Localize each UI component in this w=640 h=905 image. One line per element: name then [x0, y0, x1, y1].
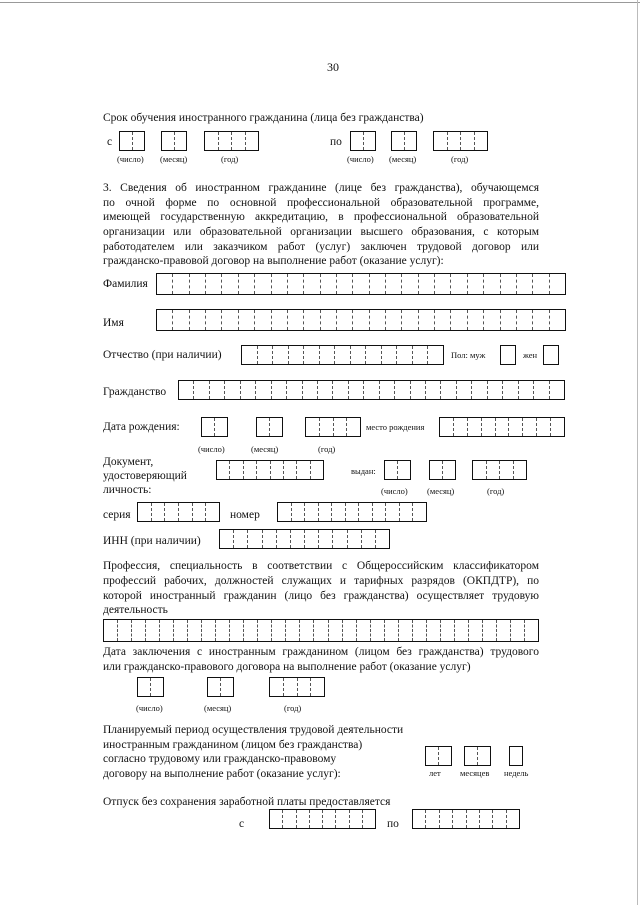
box-cell[interactable] — [517, 310, 533, 330]
box-cell[interactable] — [258, 346, 274, 364]
doc-issued-day-caption: (число) — [381, 486, 408, 496]
box-cell[interactable] — [386, 310, 402, 330]
page-top-edge — [0, 2, 640, 3]
section3-line-4: организации или образовательной организации высшего образования, с которым — [103, 226, 539, 238]
box-cell[interactable] — [371, 620, 385, 641]
doc-issued-year[interactable] — [472, 460, 527, 480]
citizenship-field[interactable] — [178, 380, 565, 400]
box-cell[interactable] — [118, 620, 132, 641]
leave-to-field[interactable] — [412, 809, 520, 829]
box-cell[interactable] — [278, 503, 292, 521]
box-cell[interactable] — [305, 503, 319, 521]
surname-label: Фамилия — [103, 278, 148, 290]
box-cell[interactable] — [380, 381, 395, 399]
citizenship-label: Гражданство — [103, 386, 167, 398]
birth-day-field[interactable] — [201, 417, 228, 437]
box-cell[interactable] — [210, 381, 225, 399]
study-from-month[interactable] — [161, 131, 187, 151]
box-cell[interactable] — [426, 381, 441, 399]
box-cell[interactable] — [157, 310, 173, 330]
section3-line-6: гражданско-правовой договор на выполнение работ (оказание услуг): — [103, 255, 444, 267]
study-to-label: по — [330, 136, 342, 148]
box-cell[interactable] — [179, 381, 194, 399]
box-cell[interactable] — [289, 346, 305, 364]
box-cell[interactable] — [287, 381, 302, 399]
section3-line-1: 3. Сведения об иностранном гражданине (лице без гражданства), обучающемся — [103, 182, 539, 194]
box-cell[interactable] — [440, 418, 454, 436]
box-cell[interactable] — [402, 310, 418, 330]
box-cell[interactable] — [288, 274, 304, 294]
box-cell[interactable] — [451, 274, 467, 294]
contract-month-caption: (месяц) — [204, 703, 232, 713]
box-cell[interactable] — [310, 810, 323, 828]
box-cell[interactable] — [469, 620, 483, 641]
box-cell[interactable] — [194, 381, 209, 399]
birth-place-label: место рождения — [366, 422, 425, 432]
box-cell[interactable] — [314, 620, 328, 641]
doc-label-line-1: Документ, — [103, 456, 154, 468]
box-cell[interactable] — [241, 381, 256, 399]
box-cell[interactable] — [329, 620, 343, 641]
box-cell[interactable] — [104, 620, 118, 641]
box-cell[interactable] — [179, 503, 193, 521]
box-cell[interactable] — [256, 381, 271, 399]
surname-field[interactable] — [156, 273, 566, 295]
box-cell[interactable] — [202, 620, 216, 641]
box-cell[interactable] — [523, 418, 537, 436]
box-cell[interactable] — [333, 530, 347, 548]
box-cell[interactable] — [483, 620, 497, 641]
box-cell[interactable] — [493, 810, 506, 828]
box-cell[interactable] — [496, 418, 510, 436]
contract-month-field[interactable] — [207, 677, 234, 697]
study-from-year[interactable] — [204, 131, 259, 151]
box-cell[interactable] — [297, 461, 310, 479]
box-cell[interactable] — [193, 503, 207, 521]
profession-field[interactable] — [103, 619, 539, 642]
contract-year-field[interactable] — [269, 677, 325, 697]
box-cell[interactable] — [525, 620, 538, 641]
inn-field[interactable] — [219, 529, 390, 549]
box-cell[interactable] — [272, 620, 286, 641]
box-cell[interactable] — [411, 381, 426, 399]
box-cell[interactable] — [349, 381, 364, 399]
box-cell[interactable] — [386, 274, 402, 294]
box-cell[interactable] — [288, 310, 304, 330]
box-cell[interactable] — [286, 620, 300, 641]
box-cell[interactable] — [230, 620, 244, 641]
box-cell[interactable] — [441, 620, 455, 641]
box-cell[interactable] — [386, 503, 400, 521]
box-cell[interactable] — [497, 620, 511, 641]
page-number: 30 — [327, 60, 339, 74]
study-to-year-caption: (год) — [451, 154, 469, 164]
box-cell[interactable] — [272, 310, 288, 330]
birth-date-label: Дата рождения: — [103, 421, 180, 433]
box-cell[interactable] — [244, 620, 258, 641]
box-cell[interactable] — [165, 503, 179, 521]
box-cell[interactable] — [480, 810, 493, 828]
doc-issued-day[interactable] — [384, 460, 411, 480]
box-cell[interactable] — [351, 346, 367, 364]
doc-issued-month[interactable] — [429, 460, 456, 480]
box-cell[interactable] — [353, 310, 369, 330]
box-cell[interactable] — [337, 310, 353, 330]
box-cell[interactable] — [511, 620, 525, 641]
box-cell[interactable] — [482, 418, 496, 436]
page-right-edge — [637, 0, 638, 905]
leave-from-field[interactable] — [269, 809, 376, 829]
box-cell[interactable] — [468, 274, 484, 294]
doc-issued-year-caption: (год) — [487, 486, 505, 496]
box-cell[interactable] — [272, 274, 288, 294]
box-cell[interactable] — [321, 310, 337, 330]
box-cell[interactable] — [206, 310, 222, 330]
box-cell[interactable] — [357, 620, 371, 641]
series-label: серия — [103, 509, 131, 521]
contract-day-caption: (число) — [136, 703, 163, 713]
box-cell[interactable] — [435, 310, 451, 330]
box-cell[interactable] — [188, 620, 202, 641]
box-cell[interactable] — [550, 310, 565, 330]
doc-label-line-3: личность: — [103, 484, 152, 496]
section3-line-3: имеющей государственную аккредитацию, в профессиональной образовательной — [103, 211, 539, 223]
box-cell[interactable] — [484, 274, 500, 294]
box-cell[interactable] — [206, 503, 219, 521]
box-cell[interactable] — [427, 620, 441, 641]
box-cell[interactable] — [455, 620, 469, 641]
box-cell[interactable] — [244, 461, 257, 479]
number-label: номер — [230, 509, 260, 521]
box-cell[interactable] — [364, 381, 379, 399]
box-cell[interactable] — [550, 381, 564, 399]
birth-month-caption: (месяц) — [251, 444, 279, 454]
box-cell[interactable] — [234, 530, 248, 548]
box-cell[interactable] — [402, 274, 418, 294]
box-cell[interactable] — [277, 530, 291, 548]
box-cell[interactable] — [320, 346, 336, 364]
box-cell[interactable] — [370, 310, 386, 330]
box-cell[interactable] — [300, 620, 314, 641]
study-to-month[interactable] — [391, 131, 417, 151]
box-cell[interactable] — [270, 810, 283, 828]
box-cell[interactable] — [359, 503, 373, 521]
leave-to-label: по — [387, 818, 399, 830]
planned-line-4: договору на выполнение работ (оказание услуг): — [103, 768, 341, 780]
box-cell[interactable] — [242, 346, 258, 364]
box-cell[interactable] — [550, 274, 565, 294]
box-cell[interactable] — [220, 530, 234, 548]
planned-line-1: Планируемый период осуществления трудовой деятельности — [103, 724, 404, 736]
contract-date-line-1: Дата заключения с иностранным гражданином (лицом без гражданства) трудового — [103, 646, 539, 658]
box-cell[interactable] — [271, 461, 284, 479]
box-cell[interactable] — [472, 381, 487, 399]
box-cell[interactable] — [284, 461, 297, 479]
box-cell[interactable] — [336, 810, 349, 828]
box-cell[interactable] — [468, 310, 484, 330]
box-cell[interactable] — [363, 810, 375, 828]
planned-years-field[interactable] — [425, 746, 452, 766]
box-cell[interactable] — [160, 620, 174, 641]
box-cell[interactable] — [206, 274, 222, 294]
box-cell[interactable] — [190, 274, 206, 294]
patronymic-field[interactable] — [241, 345, 444, 365]
box-cell[interactable] — [283, 810, 296, 828]
sex-female-label: жен — [523, 350, 538, 360]
doc-issued-month-caption: (месяц) — [427, 486, 455, 496]
study-from-day[interactable] — [119, 131, 145, 151]
doc-label-line-2: удостоверяющий — [103, 470, 187, 482]
box-cell[interactable] — [343, 620, 357, 641]
name-field[interactable] — [156, 309, 566, 331]
planned-months-caption: месяцев — [460, 768, 490, 778]
box-cell[interactable] — [332, 503, 346, 521]
box-cell[interactable] — [533, 274, 549, 294]
box-cell[interactable] — [304, 346, 320, 364]
doc-issued-label: выдан: — [351, 466, 376, 476]
study-to-year[interactable] — [433, 131, 488, 151]
box-cell[interactable] — [258, 620, 272, 641]
study-from-year-caption: (год) — [221, 154, 239, 164]
box-cell[interactable] — [426, 810, 439, 828]
box-cell[interactable] — [440, 810, 453, 828]
box-cell[interactable] — [400, 503, 414, 521]
inn-label: ИНН (при наличии) — [103, 535, 201, 547]
box-cell[interactable] — [467, 810, 480, 828]
box-cell[interactable] — [323, 810, 336, 828]
section3-line-5: работодателем или заказчиком работ (услуг) заключен трудовой договор или — [103, 241, 539, 253]
box-cell[interactable] — [413, 810, 426, 828]
contract-day-field[interactable] — [137, 677, 164, 697]
box-cell[interactable] — [190, 310, 206, 330]
box-cell[interactable] — [319, 530, 333, 548]
box-cell[interactable] — [534, 381, 549, 399]
box-cell[interactable] — [373, 503, 387, 521]
box-cell[interactable] — [484, 310, 500, 330]
sex-female-checkbox[interactable] — [543, 345, 559, 365]
box-cell[interactable] — [503, 381, 518, 399]
box-cell[interactable] — [517, 274, 533, 294]
box-cell[interactable] — [413, 346, 429, 364]
box-cell[interactable] — [348, 530, 362, 548]
study-from-month-caption: (месяц) — [160, 154, 188, 164]
box-cell[interactable] — [441, 381, 456, 399]
box-cell[interactable] — [413, 620, 427, 641]
box-cell[interactable] — [501, 274, 517, 294]
box-cell[interactable] — [248, 530, 262, 548]
profession-line-1: Профессия, специальность в соответствии с Общероссийским классификатором — [103, 560, 539, 572]
study-to-day[interactable] — [350, 131, 376, 151]
box-cell[interactable] — [146, 620, 160, 641]
planned-line-3: согласно трудовому или гражданско-правовому — [103, 753, 337, 765]
box-cell[interactable] — [551, 418, 564, 436]
box-cell[interactable] — [222, 310, 238, 330]
box-cell[interactable] — [239, 274, 255, 294]
box-cell[interactable] — [507, 810, 519, 828]
box-cell[interactable] — [501, 310, 517, 330]
box-cell[interactable] — [457, 381, 472, 399]
study-from-day-caption: (число) — [117, 154, 144, 164]
box-cell[interactable] — [157, 274, 173, 294]
box-cell[interactable] — [337, 274, 353, 294]
box-cell[interactable] — [399, 620, 413, 641]
box-cell[interactable] — [263, 530, 277, 548]
planned-months-field[interactable] — [464, 746, 491, 766]
series-field[interactable] — [137, 502, 220, 522]
box-cell[interactable] — [428, 346, 443, 364]
box-cell[interactable] — [132, 620, 146, 641]
birth-year-field[interactable] — [305, 417, 361, 437]
number-field[interactable] — [277, 502, 427, 522]
box-cell[interactable] — [346, 503, 360, 521]
box-cell[interactable] — [537, 418, 551, 436]
box-cell[interactable] — [152, 503, 166, 521]
box-cell[interactable] — [419, 310, 435, 330]
sex-male-checkbox[interactable] — [500, 345, 516, 365]
box-cell[interactable] — [304, 274, 320, 294]
box-cell[interactable] — [321, 274, 337, 294]
box-cell[interactable] — [419, 274, 435, 294]
contract-date-line-2: или гражданско-правового договора на выполнение работ (оказание услуг) — [103, 661, 471, 673]
box-cell[interactable] — [292, 503, 306, 521]
birth-day-caption: (число) — [198, 444, 225, 454]
box-cell[interactable] — [297, 810, 310, 828]
box-cell[interactable] — [335, 346, 351, 364]
box-cell[interactable] — [217, 461, 230, 479]
box-cell[interactable] — [395, 381, 410, 399]
box-cell[interactable] — [255, 310, 271, 330]
box-cell[interactable] — [385, 620, 399, 641]
patronymic-label: Отчество (при наличии) — [103, 349, 222, 361]
sex-label: Пол: муж — [451, 350, 486, 360]
profession-line-3: которой иностранный гражданин (лицо без гражданства) осуществляет трудовую — [103, 590, 539, 602]
box-cell[interactable] — [311, 461, 323, 479]
box-cell[interactable] — [533, 310, 549, 330]
box-cell[interactable] — [255, 274, 271, 294]
box-cell[interactable] — [370, 274, 386, 294]
box-cell[interactable] — [225, 381, 240, 399]
box-cell[interactable] — [173, 274, 189, 294]
box-cell[interactable] — [333, 381, 348, 399]
profession-line-4: деятельность — [103, 604, 168, 616]
leave-from-label: с — [239, 818, 245, 830]
box-cell[interactable] — [468, 418, 482, 436]
planned-weeks-field[interactable] — [509, 746, 523, 766]
box-cell[interactable] — [272, 381, 287, 399]
box-cell[interactable] — [174, 620, 188, 641]
contract-year-caption: (год) — [284, 703, 302, 713]
section3-line-2: по очной форме по основной профессиональной образовательной программе, — [103, 197, 539, 209]
box-cell[interactable] — [319, 503, 333, 521]
doc-type-field[interactable] — [216, 460, 324, 480]
box-cell[interactable] — [222, 274, 238, 294]
name-label: Имя — [103, 317, 124, 329]
box-cell[interactable] — [382, 346, 398, 364]
box-cell[interactable] — [454, 418, 468, 436]
box-cell[interactable] — [397, 346, 413, 364]
box-cell[interactable] — [304, 310, 320, 330]
planned-weeks-caption: недель — [504, 768, 529, 778]
box-cell[interactable] — [362, 530, 376, 548]
box-cell[interactable] — [291, 530, 305, 548]
box-cell[interactable] — [239, 310, 255, 330]
study-from-label: с — [107, 136, 113, 148]
box-cell[interactable] — [318, 381, 333, 399]
box-cell[interactable] — [303, 381, 318, 399]
study-period-title: Срок обучения иностранного гражданина (лица без гражданства) — [103, 112, 424, 124]
box-cell[interactable] — [230, 461, 243, 479]
box-cell[interactable] — [509, 418, 523, 436]
study-to-month-caption: (месяц) — [389, 154, 417, 164]
planned-line-2: иностранным гражданином (лицом без гражданства) — [103, 739, 363, 751]
box-cell[interactable] — [305, 530, 319, 548]
box-cell[interactable] — [435, 274, 451, 294]
leave-title: Отпуск без сохранения заработной платы предоставляется — [103, 796, 391, 808]
profession-line-2: профессий рабочих, должностей служащих и тарифных разрядов (ОКПДТР), по — [103, 575, 539, 587]
box-cell[interactable] — [173, 310, 189, 330]
study-to-day-caption: (число) — [347, 154, 374, 164]
box-cell[interactable] — [350, 810, 363, 828]
birth-month-field[interactable] — [256, 417, 283, 437]
box-cell[interactable] — [413, 503, 426, 521]
planned-years-caption: лет — [429, 768, 441, 778]
box-cell[interactable] — [451, 310, 467, 330]
box-cell[interactable] — [138, 503, 152, 521]
box-cell[interactable] — [216, 620, 230, 641]
box-cell[interactable] — [257, 461, 270, 479]
box-cell[interactable] — [488, 381, 503, 399]
box-cell[interactable] — [353, 274, 369, 294]
box-cell[interactable] — [273, 346, 289, 364]
birth-year-caption: (год) — [318, 444, 336, 454]
box-cell[interactable] — [376, 530, 389, 548]
birth-place-field[interactable] — [439, 417, 565, 437]
box-cell[interactable] — [453, 810, 466, 828]
box-cell[interactable] — [519, 381, 534, 399]
box-cell[interactable] — [366, 346, 382, 364]
